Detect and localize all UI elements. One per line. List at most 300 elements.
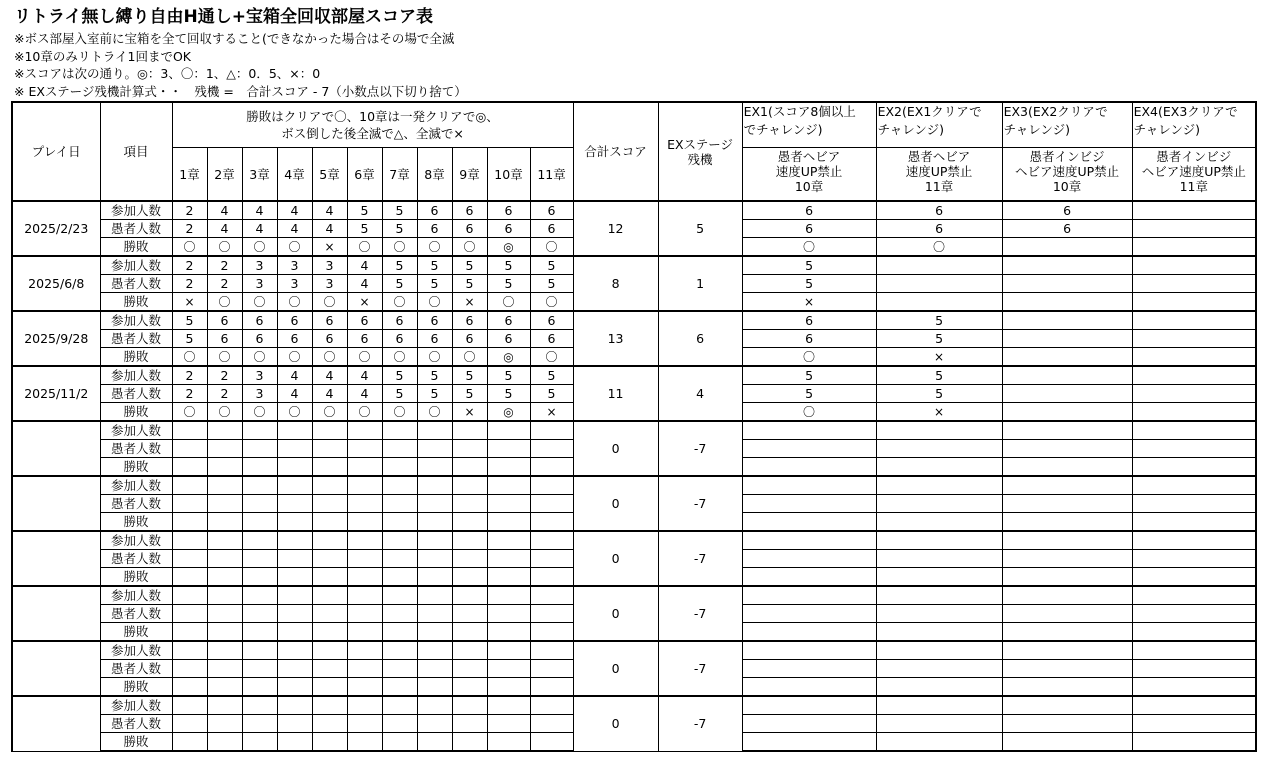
participants-cell[interactable] — [417, 641, 452, 660]
participants-cell[interactable] — [530, 696, 573, 715]
ex1-cell[interactable] — [742, 421, 876, 440]
participants-cell[interactable]: 2 — [172, 201, 207, 220]
fools-cell[interactable] — [242, 550, 277, 568]
play-date-cell[interactable] — [12, 476, 100, 531]
fools-cell[interactable] — [487, 495, 530, 513]
result-cell[interactable] — [382, 678, 417, 697]
result-cell[interactable]: 〇 — [530, 238, 573, 257]
participants-cell[interactable]: 5 — [487, 366, 530, 385]
participants-cell[interactable]: 2 — [207, 256, 242, 275]
participants-cell[interactable]: 6 — [452, 311, 487, 330]
participants-cell[interactable]: 6 — [242, 311, 277, 330]
result-cell[interactable] — [452, 568, 487, 587]
result-cell[interactable]: ◎ — [487, 403, 530, 422]
ex2-cell[interactable] — [876, 586, 1002, 605]
total-score-cell[interactable]: 0 — [573, 641, 658, 696]
ex3-cell[interactable] — [1002, 531, 1132, 550]
fools-cell[interactable]: 6 — [530, 330, 573, 348]
result-cell[interactable] — [487, 513, 530, 532]
ex4-cell[interactable] — [1132, 513, 1256, 532]
result-cell[interactable] — [347, 623, 382, 642]
result-cell[interactable]: 〇 — [277, 238, 312, 257]
result-cell[interactable] — [347, 678, 382, 697]
participants-cell[interactable] — [382, 696, 417, 715]
ex4-cell[interactable] — [1132, 623, 1256, 642]
participants-cell[interactable] — [172, 531, 207, 550]
fools-cell[interactable] — [172, 440, 207, 458]
fools-cell[interactable] — [172, 660, 207, 678]
play-date-cell[interactable] — [12, 531, 100, 586]
ex4-cell[interactable] — [1132, 531, 1256, 550]
ex-lives-cell[interactable]: -7 — [658, 696, 742, 751]
ex2-cell[interactable] — [876, 623, 1002, 642]
fools-cell[interactable]: 4 — [277, 220, 312, 238]
fools-cell[interactable] — [347, 605, 382, 623]
result-cell[interactable] — [242, 513, 277, 532]
fools-cell[interactable] — [452, 605, 487, 623]
fools-cell[interactable] — [277, 495, 312, 513]
result-cell[interactable]: 〇 — [382, 293, 417, 312]
fools-cell[interactable] — [242, 715, 277, 733]
fools-cell[interactable] — [172, 715, 207, 733]
play-date-cell[interactable]: 2025/11/2 — [12, 366, 100, 421]
participants-cell[interactable]: 2 — [172, 256, 207, 275]
ex1-cell[interactable] — [742, 495, 876, 513]
ex4-cell[interactable] — [1132, 293, 1256, 312]
fools-cell[interactable] — [312, 605, 347, 623]
ex2-cell[interactable]: 5 — [876, 311, 1002, 330]
ex1-cell[interactable]: 6 — [742, 220, 876, 238]
fools-cell[interactable]: 3 — [312, 275, 347, 293]
ex1-cell[interactable] — [742, 568, 876, 587]
participants-cell[interactable] — [207, 696, 242, 715]
ex1-cell[interactable] — [742, 733, 876, 752]
participants-cell[interactable] — [452, 641, 487, 660]
participants-cell[interactable]: 5 — [417, 366, 452, 385]
participants-cell[interactable] — [452, 421, 487, 440]
ex4-cell[interactable] — [1132, 605, 1256, 623]
ex2-cell[interactable] — [876, 275, 1002, 293]
result-cell[interactable]: 〇 — [172, 403, 207, 422]
ex4-cell[interactable] — [1132, 495, 1256, 513]
result-cell[interactable]: × — [452, 293, 487, 312]
ex4-cell[interactable] — [1132, 458, 1256, 477]
ex3-cell[interactable] — [1002, 715, 1132, 733]
fools-cell[interactable]: 2 — [172, 275, 207, 293]
result-cell[interactable]: 〇 — [452, 238, 487, 257]
ex4-cell[interactable] — [1132, 641, 1256, 660]
participants-cell[interactable] — [312, 476, 347, 495]
fools-cell[interactable] — [452, 495, 487, 513]
result-cell[interactable]: ◎ — [487, 238, 530, 257]
participants-cell[interactable] — [347, 641, 382, 660]
participants-cell[interactable]: 2 — [207, 366, 242, 385]
participants-cell[interactable] — [417, 531, 452, 550]
ex1-cell[interactable]: 6 — [742, 201, 876, 220]
fools-cell[interactable]: 5 — [347, 220, 382, 238]
participants-cell[interactable] — [277, 586, 312, 605]
total-score-cell[interactable]: 0 — [573, 696, 658, 751]
ex4-cell[interactable] — [1132, 715, 1256, 733]
fools-cell[interactable] — [242, 495, 277, 513]
result-cell[interactable] — [207, 678, 242, 697]
ex2-cell[interactable] — [876, 440, 1002, 458]
ex2-cell[interactable] — [876, 605, 1002, 623]
ex1-cell[interactable] — [742, 715, 876, 733]
result-cell[interactable]: 〇 — [530, 293, 573, 312]
ex-lives-cell[interactable]: 6 — [658, 311, 742, 366]
fools-cell[interactable] — [347, 660, 382, 678]
result-cell[interactable]: 〇 — [277, 293, 312, 312]
result-cell[interactable] — [530, 568, 573, 587]
ex3-cell[interactable] — [1002, 696, 1132, 715]
participants-cell[interactable]: 4 — [242, 201, 277, 220]
ex1-cell[interactable]: × — [742, 293, 876, 312]
fools-cell[interactable] — [207, 660, 242, 678]
fools-cell[interactable] — [382, 440, 417, 458]
ex1-cell[interactable] — [742, 440, 876, 458]
ex3-cell[interactable] — [1002, 550, 1132, 568]
ex4-cell[interactable] — [1132, 311, 1256, 330]
total-score-cell[interactable]: 0 — [573, 476, 658, 531]
participants-cell[interactable] — [312, 641, 347, 660]
ex4-cell[interactable] — [1132, 348, 1256, 367]
participants-cell[interactable] — [242, 421, 277, 440]
result-cell[interactable] — [242, 568, 277, 587]
fools-cell[interactable] — [417, 660, 452, 678]
participants-cell[interactable]: 6 — [417, 311, 452, 330]
participants-cell[interactable]: 5 — [172, 311, 207, 330]
ex1-cell[interactable]: 5 — [742, 385, 876, 403]
participants-cell[interactable] — [207, 421, 242, 440]
result-cell[interactable] — [347, 458, 382, 477]
participants-cell[interactable] — [312, 696, 347, 715]
play-date-cell[interactable]: 2025/2/23 — [12, 201, 100, 256]
ex1-cell[interactable]: 6 — [742, 311, 876, 330]
fools-cell[interactable] — [417, 550, 452, 568]
result-cell[interactable]: 〇 — [242, 293, 277, 312]
result-cell[interactable] — [417, 678, 452, 697]
participants-cell[interactable] — [312, 531, 347, 550]
participants-cell[interactable]: 6 — [382, 311, 417, 330]
ex3-cell[interactable] — [1002, 495, 1132, 513]
ex2-cell[interactable] — [876, 733, 1002, 752]
ex-lives-cell[interactable]: -7 — [658, 421, 742, 476]
ex-lives-cell[interactable]: -7 — [658, 586, 742, 641]
participants-cell[interactable]: 6 — [347, 311, 382, 330]
result-cell[interactable]: 〇 — [207, 293, 242, 312]
fools-cell[interactable]: 6 — [530, 220, 573, 238]
fools-cell[interactable]: 6 — [487, 330, 530, 348]
participants-cell[interactable] — [242, 641, 277, 660]
result-cell[interactable] — [452, 513, 487, 532]
result-cell[interactable] — [172, 623, 207, 642]
ex1-cell[interactable]: 5 — [742, 366, 876, 385]
result-cell[interactable]: 〇 — [207, 403, 242, 422]
result-cell[interactable] — [382, 513, 417, 532]
ex4-cell[interactable] — [1132, 366, 1256, 385]
fools-cell[interactable]: 4 — [242, 220, 277, 238]
participants-cell[interactable] — [312, 421, 347, 440]
participants-cell[interactable] — [347, 586, 382, 605]
fools-cell[interactable]: 6 — [277, 330, 312, 348]
ex3-cell[interactable] — [1002, 623, 1132, 642]
result-cell[interactable] — [172, 733, 207, 752]
play-date-cell[interactable] — [12, 586, 100, 641]
result-cell[interactable]: 〇 — [417, 238, 452, 257]
participants-cell[interactable] — [277, 476, 312, 495]
ex1-cell[interactable]: 5 — [742, 275, 876, 293]
fools-cell[interactable] — [172, 605, 207, 623]
ex4-cell[interactable] — [1132, 660, 1256, 678]
result-cell[interactable]: 〇 — [242, 348, 277, 367]
result-cell[interactable] — [417, 513, 452, 532]
ex2-cell[interactable] — [876, 531, 1002, 550]
ex4-cell[interactable] — [1132, 256, 1256, 275]
ex1-cell[interactable] — [742, 586, 876, 605]
fools-cell[interactable]: 5 — [452, 385, 487, 403]
fools-cell[interactable] — [530, 605, 573, 623]
result-cell[interactable] — [277, 623, 312, 642]
participants-cell[interactable]: 5 — [382, 256, 417, 275]
ex1-cell[interactable] — [742, 605, 876, 623]
fools-cell[interactable]: 6 — [347, 330, 382, 348]
ex1-cell[interactable] — [742, 660, 876, 678]
fools-cell[interactable] — [382, 495, 417, 513]
participants-cell[interactable]: 4 — [207, 201, 242, 220]
ex3-cell[interactable] — [1002, 421, 1132, 440]
participants-cell[interactable] — [417, 421, 452, 440]
ex2-cell[interactable] — [876, 421, 1002, 440]
total-score-cell[interactable]: 0 — [573, 421, 658, 476]
ex4-cell[interactable] — [1132, 586, 1256, 605]
fools-cell[interactable]: 2 — [172, 385, 207, 403]
participants-cell[interactable] — [530, 641, 573, 660]
participants-cell[interactable]: 3 — [312, 256, 347, 275]
result-cell[interactable]: 〇 — [172, 348, 207, 367]
result-cell[interactable] — [417, 733, 452, 752]
result-cell[interactable] — [277, 513, 312, 532]
ex1-cell[interactable] — [742, 696, 876, 715]
result-cell[interactable] — [242, 733, 277, 752]
ex-lives-cell[interactable]: -7 — [658, 531, 742, 586]
ex3-cell[interactable] — [1002, 256, 1132, 275]
result-cell[interactable] — [312, 623, 347, 642]
result-cell[interactable]: × — [530, 403, 573, 422]
ex2-cell[interactable] — [876, 696, 1002, 715]
ex4-cell[interactable] — [1132, 403, 1256, 422]
play-date-cell[interactable]: 2025/6/8 — [12, 256, 100, 311]
participants-cell[interactable] — [530, 586, 573, 605]
participants-cell[interactable] — [242, 531, 277, 550]
participants-cell[interactable] — [452, 586, 487, 605]
result-cell[interactable] — [382, 733, 417, 752]
result-cell[interactable] — [530, 678, 573, 697]
result-cell[interactable] — [172, 568, 207, 587]
participants-cell[interactable] — [242, 696, 277, 715]
participants-cell[interactable] — [417, 586, 452, 605]
result-cell[interactable]: 〇 — [382, 403, 417, 422]
fools-cell[interactable] — [487, 605, 530, 623]
participants-cell[interactable] — [172, 476, 207, 495]
participants-cell[interactable] — [207, 641, 242, 660]
fools-cell[interactable] — [277, 440, 312, 458]
participants-cell[interactable]: 5 — [417, 256, 452, 275]
fools-cell[interactable]: 4 — [312, 220, 347, 238]
fools-cell[interactable] — [312, 660, 347, 678]
total-score-cell[interactable]: 0 — [573, 586, 658, 641]
participants-cell[interactable]: 4 — [277, 366, 312, 385]
result-cell[interactable]: 〇 — [417, 348, 452, 367]
fools-cell[interactable]: 2 — [207, 385, 242, 403]
result-cell[interactable]: 〇 — [242, 238, 277, 257]
result-cell[interactable]: × — [172, 293, 207, 312]
ex2-cell[interactable] — [876, 256, 1002, 275]
participants-cell[interactable] — [172, 586, 207, 605]
fools-cell[interactable] — [347, 495, 382, 513]
result-cell[interactable]: 〇 — [487, 293, 530, 312]
participants-cell[interactable] — [487, 421, 530, 440]
ex4-cell[interactable] — [1132, 238, 1256, 257]
ex1-cell[interactable]: 5 — [742, 256, 876, 275]
ex3-cell[interactable] — [1002, 605, 1132, 623]
fools-cell[interactable] — [452, 550, 487, 568]
participants-cell[interactable] — [347, 696, 382, 715]
fools-cell[interactable]: 6 — [242, 330, 277, 348]
result-cell[interactable] — [277, 678, 312, 697]
ex2-cell[interactable] — [876, 293, 1002, 312]
participants-cell[interactable] — [382, 476, 417, 495]
ex3-cell[interactable] — [1002, 330, 1132, 348]
ex4-cell[interactable] — [1132, 476, 1256, 495]
fools-cell[interactable] — [487, 440, 530, 458]
ex2-cell[interactable] — [876, 641, 1002, 660]
result-cell[interactable] — [452, 458, 487, 477]
fools-cell[interactable]: 6 — [452, 330, 487, 348]
ex4-cell[interactable] — [1132, 220, 1256, 238]
result-cell[interactable] — [242, 458, 277, 477]
participants-cell[interactable] — [277, 696, 312, 715]
ex4-cell[interactable] — [1132, 440, 1256, 458]
ex3-cell[interactable] — [1002, 275, 1132, 293]
ex3-cell[interactable] — [1002, 458, 1132, 477]
result-cell[interactable]: 〇 — [207, 238, 242, 257]
participants-cell[interactable] — [277, 531, 312, 550]
result-cell[interactable] — [417, 458, 452, 477]
play-date-cell[interactable] — [12, 696, 100, 751]
result-cell[interactable] — [530, 458, 573, 477]
fools-cell[interactable] — [417, 715, 452, 733]
participants-cell[interactable]: 5 — [530, 256, 573, 275]
fools-cell[interactable] — [452, 440, 487, 458]
fools-cell[interactable] — [312, 550, 347, 568]
ex3-cell[interactable] — [1002, 385, 1132, 403]
fools-cell[interactable] — [207, 440, 242, 458]
result-cell[interactable] — [347, 513, 382, 532]
result-cell[interactable] — [382, 458, 417, 477]
result-cell[interactable] — [277, 733, 312, 752]
fools-cell[interactable] — [207, 715, 242, 733]
result-cell[interactable] — [172, 458, 207, 477]
participants-cell[interactable] — [487, 641, 530, 660]
ex3-cell[interactable] — [1002, 440, 1132, 458]
result-cell[interactable] — [312, 568, 347, 587]
fools-cell[interactable]: 5 — [487, 385, 530, 403]
ex1-cell[interactable] — [742, 678, 876, 697]
fools-cell[interactable] — [347, 440, 382, 458]
fools-cell[interactable]: 5 — [417, 275, 452, 293]
participants-cell[interactable] — [207, 476, 242, 495]
participants-cell[interactable] — [487, 531, 530, 550]
result-cell[interactable]: × — [312, 238, 347, 257]
result-cell[interactable]: 〇 — [347, 238, 382, 257]
participants-cell[interactable] — [347, 421, 382, 440]
result-cell[interactable]: ◎ — [487, 348, 530, 367]
participants-cell[interactable]: 5 — [382, 366, 417, 385]
participants-cell[interactable]: 5 — [452, 256, 487, 275]
ex3-cell[interactable] — [1002, 403, 1132, 422]
fools-cell[interactable] — [487, 550, 530, 568]
ex3-cell[interactable]: 6 — [1002, 201, 1132, 220]
result-cell[interactable]: 〇 — [312, 293, 347, 312]
participants-cell[interactable]: 3 — [277, 256, 312, 275]
result-cell[interactable] — [242, 623, 277, 642]
result-cell[interactable] — [312, 513, 347, 532]
participants-cell[interactable]: 4 — [312, 366, 347, 385]
participants-cell[interactable]: 5 — [530, 366, 573, 385]
ex1-cell[interactable] — [742, 531, 876, 550]
fools-cell[interactable] — [277, 660, 312, 678]
participants-cell[interactable] — [530, 476, 573, 495]
fools-cell[interactable]: 5 — [530, 385, 573, 403]
result-cell[interactable]: 〇 — [277, 403, 312, 422]
ex4-cell[interactable] — [1132, 201, 1256, 220]
result-cell[interactable] — [347, 568, 382, 587]
fools-cell[interactable]: 5 — [382, 275, 417, 293]
ex4-cell[interactable] — [1132, 421, 1256, 440]
ex4-cell[interactable] — [1132, 568, 1256, 587]
fools-cell[interactable] — [172, 495, 207, 513]
participants-cell[interactable] — [347, 476, 382, 495]
fools-cell[interactable] — [312, 440, 347, 458]
result-cell[interactable] — [312, 678, 347, 697]
ex2-cell[interactable] — [876, 550, 1002, 568]
ex2-cell[interactable]: × — [876, 348, 1002, 367]
ex3-cell[interactable] — [1002, 476, 1132, 495]
fools-cell[interactable] — [530, 715, 573, 733]
participants-cell[interactable]: 6 — [417, 201, 452, 220]
participants-cell[interactable]: 6 — [277, 311, 312, 330]
total-score-cell[interactable]: 11 — [573, 366, 658, 421]
result-cell[interactable]: 〇 — [172, 238, 207, 257]
participants-cell[interactable]: 6 — [207, 311, 242, 330]
fools-cell[interactable] — [382, 715, 417, 733]
ex1-cell[interactable]: 〇 — [742, 403, 876, 422]
total-score-cell[interactable]: 12 — [573, 201, 658, 256]
fools-cell[interactable] — [530, 440, 573, 458]
result-cell[interactable] — [530, 623, 573, 642]
fools-cell[interactable] — [417, 495, 452, 513]
fools-cell[interactable] — [382, 605, 417, 623]
ex3-cell[interactable] — [1002, 641, 1132, 660]
result-cell[interactable] — [277, 568, 312, 587]
participants-cell[interactable] — [417, 696, 452, 715]
fools-cell[interactable]: 6 — [417, 330, 452, 348]
fools-cell[interactable]: 4 — [207, 220, 242, 238]
participants-cell[interactable] — [530, 531, 573, 550]
ex2-cell[interactable]: × — [876, 403, 1002, 422]
fools-cell[interactable] — [277, 550, 312, 568]
